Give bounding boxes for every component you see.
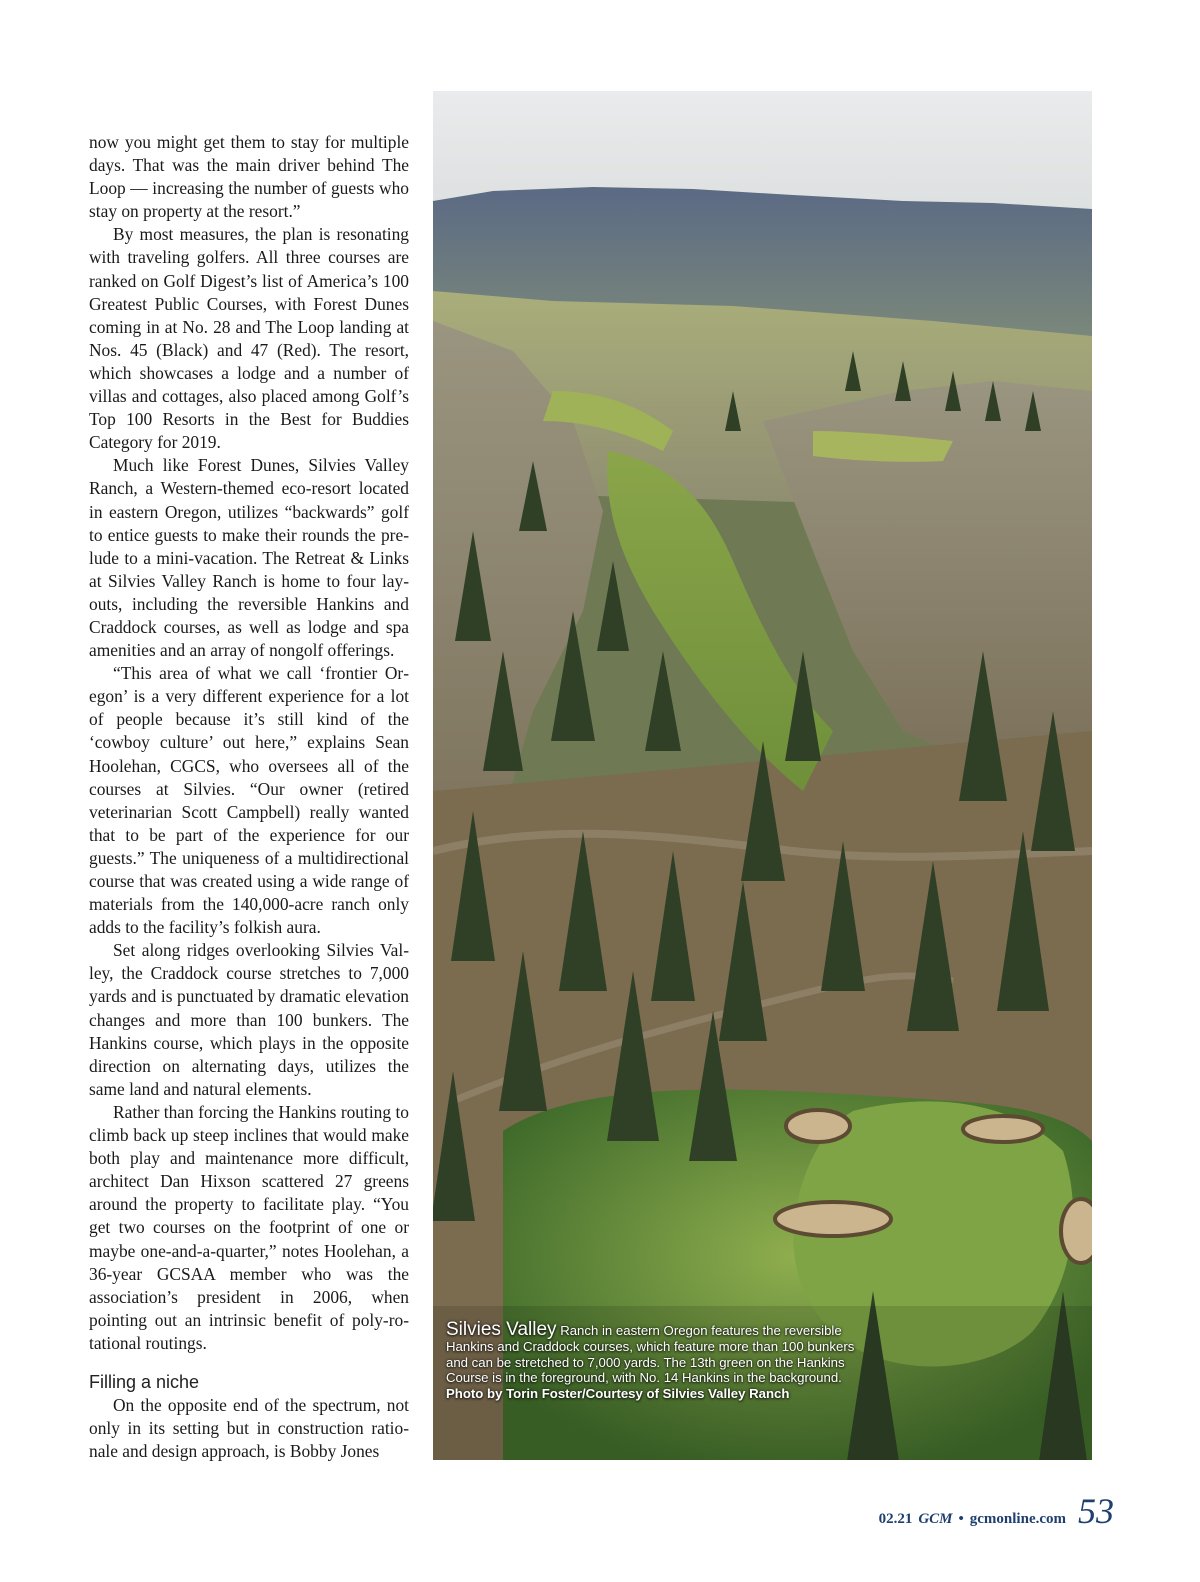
caption-body: Ranch in eastern Oregon features the reversible Hankins and Craddock courses, which feature more than 100 bunkers and can be stretched to 7,000 yards. The 13th green on the Hankins Course is in the foreground, with No. 14 Hankins in the background. (446, 1323, 855, 1386)
website-link[interactable]: gcmonline.com (969, 1511, 1066, 1527)
photo-caption (446, 1319, 856, 1402)
page-footer (879, 1490, 1114, 1530)
page-number: 53 (1078, 1491, 1114, 1531)
photo-credit: Photo by Torin Foster/Courtesy of Silvies Valley Ranch (446, 1386, 790, 1402)
article-paragraph: By most measures, the plan is resonating with traveling golfers. All three courses are ranked on Golf Digest’s list of America’s 100 Greatest Public Courses, with Forest Dunes coming in at No. 28 and The Loop landing at Nos. 45 (Black) and 47 (Red). The resort, which showcases a lodge and a number of villas and cottages, also placed among Golf’s Top 100 Resorts in the Best for Buddies Category for 2019. (89, 224, 409, 453)
article-paragraph: Rather than forcing the Hankins routing to climb back up steep inclines that would make both play and maintenance more difficult, architect Dan Hixson scattered 27 greens around the property to facilitate play. “You get two courses on the footprint of one or maybe one-and-a-quarter,” notes Hoolehan, a 36-year GCSAA member who was the association’s president in 2006, when pointing out an intrinsic benefit of poly-rotational routings. (89, 1101, 409, 1353)
article-paragraph: On the opposite end of the spectrum, not only in its setting but in construction rationale and design approach, is Bobby Jones (89, 1394, 409, 1462)
article-paragraph: Much like Forest Dunes, Silvies Valley Ranch, a Western-themed eco-resort located in eastern Oregon, utilizes “backwards” golf to entice guests to make their rounds the prelude to a mini-vacation. The Retreat & Links at Silvies Valley Ranch is home to four layouts, including the reversible Hankins and Craddock courses, as well as lodge and spa amenities and an array of nongolf offerings. (89, 455, 409, 661)
aerial-landscape-illustration (433, 91, 1092, 1460)
magazine-name: GCM (918, 1511, 953, 1527)
footer-bullet: • (958, 1511, 964, 1527)
article-paragraph: “This area of what we call ‘frontier Oregon’ is a very different experience for a lot of people because it’s still kind of the ‘cowboy culture’ out here,” explains Sean Hoolehan, CGCS, who oversees all of the courses at Silvies. “Our owner (retired veterinarian Scott Campbell) really wanted that to be part of the experience for our guests.” The uniqueness of a multidirectional course that was created using a wide range of materials from the 140,000-acre ranch only adds to the facility’s folkish aura. (89, 663, 409, 938)
golf-course-aerial-photo (433, 91, 1092, 1460)
article-paragraph: now you might get them to stay for multiple days. That was the main driver behind The Loop — increasing the number of guests who stay on property at the resort.” (89, 132, 409, 222)
article-column (89, 131, 409, 1463)
section-subhead: Filling a niche (89, 1371, 200, 1392)
article-paragraph: Set along ridges overlooking Silvies Valley, the Craddock course stretches to 7,000 yards and is punctuated by dramatic elevation changes and more than 100 bunkers. The Hankins course, which plays in the opposite direction on alternating days, utilizes the same land and natural elements. (89, 940, 409, 1099)
issue-date: 02.21 (878, 1511, 913, 1527)
caption-lead: Silvies Valley (446, 1319, 557, 1340)
